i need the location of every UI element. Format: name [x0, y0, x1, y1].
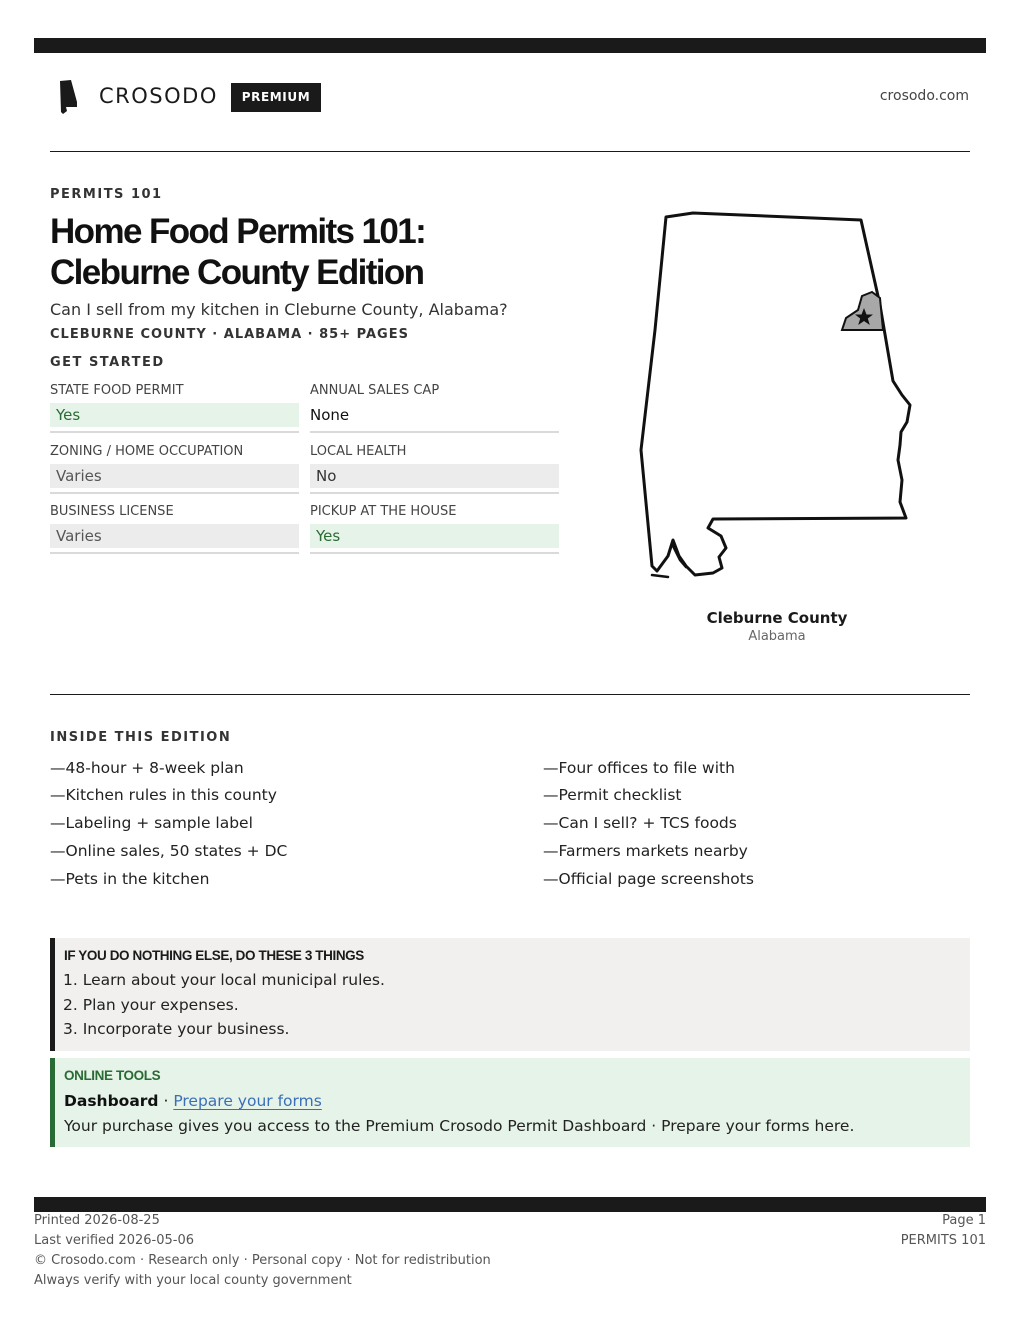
title-line-2: Cleburne County Edition — [50, 253, 424, 292]
fact-label: ANNUAL SALES CAP — [310, 383, 440, 398]
dashboard-label: Dashboard — [64, 1092, 159, 1110]
fact-annual-sales-cap — [310, 383, 559, 433]
dashboard-line — [64, 1092, 322, 1110]
header — [50, 78, 970, 118]
fact-label: BUSINESS LICENSE — [50, 504, 174, 519]
toc-item: —48-hour + 8-week plan — [50, 759, 244, 777]
inside-edition-label: INSIDE THIS EDITION — [50, 730, 232, 745]
header-divider — [50, 151, 970, 152]
map-county-name: Cleburne County — [706, 609, 848, 627]
fact-business-license — [50, 504, 299, 554]
map-caption — [700, 609, 854, 644]
fact-local-health — [310, 444, 559, 494]
fact-label: PICKUP AT THE HOUSE — [310, 504, 457, 519]
fact-state-food-permit — [50, 383, 299, 433]
must-do-step: 3. Incorporate your business. — [63, 1020, 290, 1038]
alabama-map — [636, 206, 922, 584]
kicker: PERMITS 101 — [50, 187, 163, 202]
map-state-name: Alabama — [748, 629, 806, 644]
fact-label: STATE FOOD PERMIT — [50, 383, 184, 398]
footer-section: PERMITS 101 — [900, 1233, 986, 1248]
fact-label: ZONING / HOME OCCUPATION — [50, 444, 244, 459]
fact-value: Varies — [50, 464, 299, 488]
top-bar — [34, 38, 986, 53]
title-line-1: Home Food Permits 101: — [50, 212, 426, 251]
online-tools-heading: ONLINE TOOLS — [64, 1068, 161, 1083]
toc-item: —Farmers markets nearby — [543, 842, 748, 860]
fact-zoning-home-occupation — [50, 444, 299, 494]
separator: · — [158, 1092, 174, 1110]
toc-item: —Pets in the kitchen — [50, 870, 210, 888]
online-tools-description: Your purchase gives you access to the Premium Crosodo Permit Dashboard · Prepare your forms here. — [64, 1117, 855, 1135]
prepare-forms-link[interactable]: Prepare your forms — [173, 1092, 322, 1110]
alabama-state-silhouette-icon — [58, 80, 80, 114]
toc-item: —Online sales, 50 states + DC — [50, 842, 288, 860]
fact-value: Yes — [50, 403, 299, 427]
bottom-bar — [34, 1197, 986, 1212]
toc-item: —Kitchen rules in this county — [50, 786, 277, 804]
state-outline — [641, 213, 910, 575]
toc-item: —Official page screenshots — [543, 870, 754, 888]
site-url[interactable]: crosodo.com — [879, 88, 969, 104]
fact-label: LOCAL HEALTH — [310, 444, 407, 459]
page-title — [50, 211, 570, 293]
fact-value: Yes — [310, 524, 559, 548]
fact-value: No — [310, 464, 559, 488]
toc-item: —Can I sell? + TCS foods — [543, 814, 737, 832]
must-do-heading: IF YOU DO NOTHING ELSE, DO THESE 3 THINGS — [64, 948, 364, 963]
fact-pickup-at-the-house — [310, 504, 559, 554]
edition-meta: CLEBURNE COUNTY · ALABAMA · 85+ PAGES — [50, 327, 409, 342]
printed-date: Printed 2026-08-25 — [34, 1213, 160, 1228]
page-number: Page 1 — [942, 1213, 986, 1228]
premium-badge: PREMIUM — [231, 83, 321, 112]
toc-item: —Labeling + sample label — [50, 814, 253, 832]
get-started-label: GET STARTED — [50, 355, 165, 370]
online-tools-callout — [50, 1058, 970, 1147]
must-do-step: 1. Learn about your local municipal rules. — [63, 971, 385, 989]
must-do-step: 2. Plan your expenses. — [63, 996, 239, 1014]
verified-date: Last verified 2026-05-06 — [34, 1233, 194, 1248]
copyright-notice: © Crosodo.com · Research only · Personal copy · Not for redistribution — [34, 1253, 491, 1268]
toc-item: —Permit checklist — [543, 786, 682, 804]
verify-disclaimer: Always verify with your local county government — [34, 1273, 352, 1288]
subtitle: Can I sell from my kitchen in Cleburne County, Alabama? — [50, 300, 508, 319]
fact-value: None — [310, 406, 350, 424]
toc-item: —Four offices to file with — [543, 759, 735, 777]
section-divider — [50, 694, 970, 695]
must-do-callout — [50, 938, 970, 1051]
fact-value: Varies — [50, 524, 299, 548]
brand-name: CROSODO — [99, 84, 218, 108]
